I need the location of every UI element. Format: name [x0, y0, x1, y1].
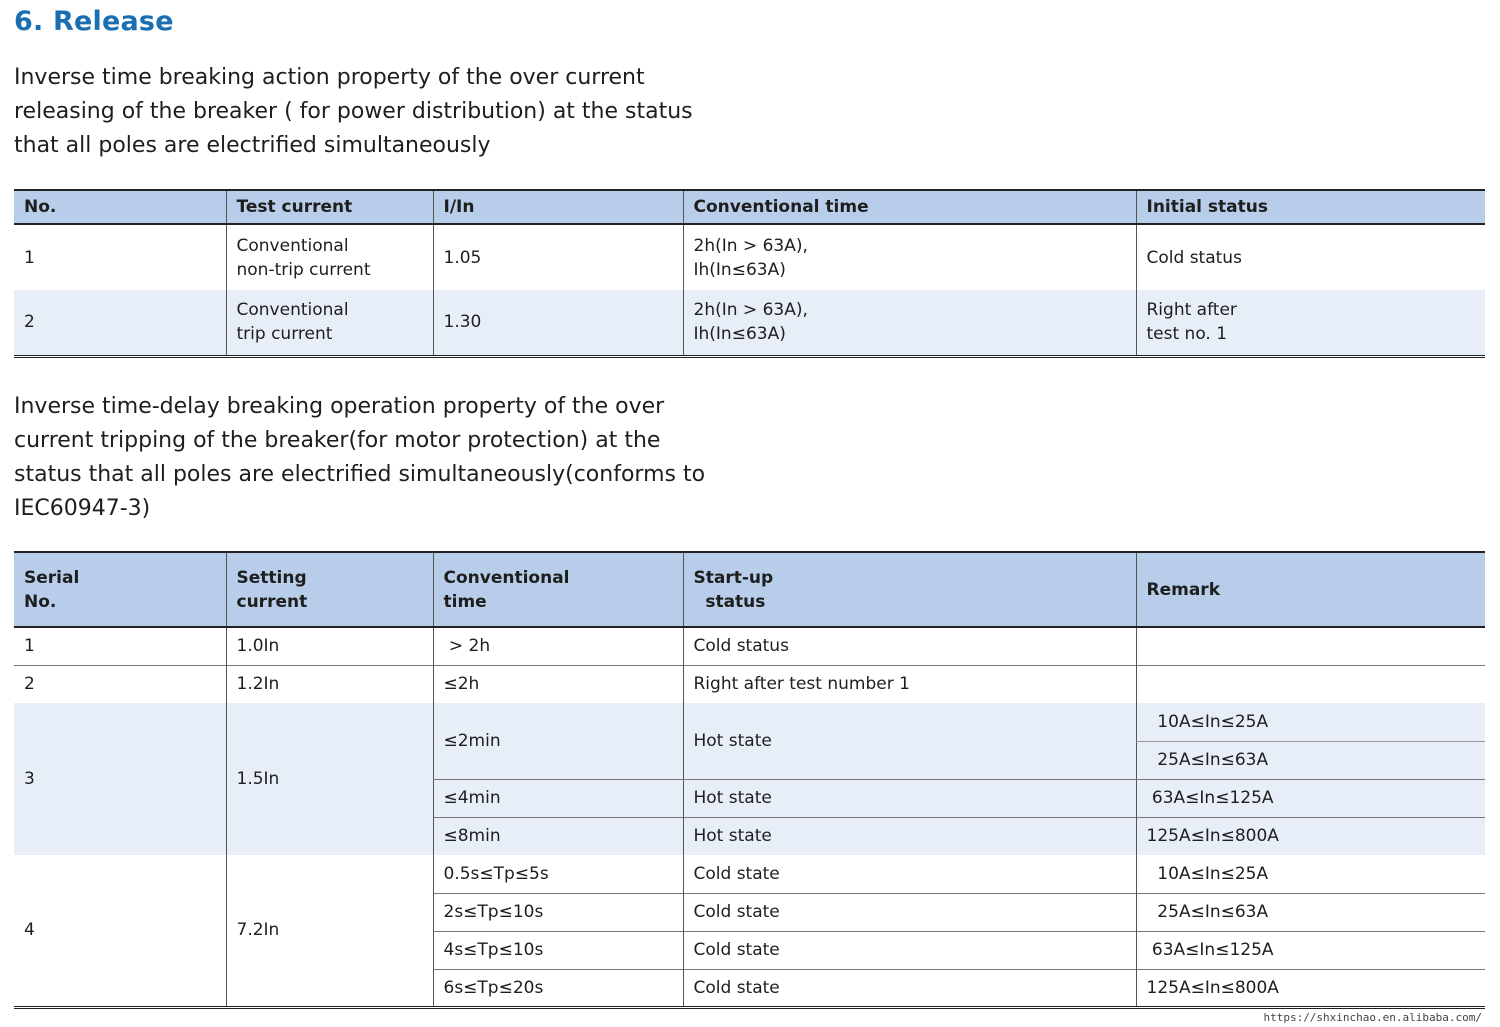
intro2-line3: status that all poles are electrified simultaneously(conforms to	[14, 462, 706, 487]
cell-start-up-status: Hot state	[683, 779, 1136, 817]
table-row	[14, 703, 1485, 741]
cell-conventional-time: ≤4min	[433, 779, 683, 817]
cell-conventional-time: > 2h	[433, 627, 683, 665]
cell-start-up-status: Cold status	[683, 627, 1136, 665]
cell-serial-no: 2	[24, 674, 35, 695]
section-title: 6. Release	[14, 6, 174, 37]
intro2-line1: Inverse time-delay breaking operation property of the over	[14, 394, 665, 419]
table-row	[14, 665, 1485, 703]
cell-serial-no: 4	[24, 920, 35, 941]
cell-conventional-time: 4s≤Tp≤10s	[433, 931, 683, 969]
cell-start-up-status: Cold state	[683, 855, 1136, 893]
table-header-row	[14, 552, 1485, 627]
header-conventional-time: Conventional time	[683, 190, 1136, 224]
cell-conventional-time: ≤8min	[433, 817, 683, 855]
cell-initial-status: Cold status	[1136, 224, 1485, 290]
header-i-in: I/In	[433, 190, 683, 224]
table-row	[14, 627, 1485, 665]
header-remark: Remark	[1136, 552, 1485, 627]
cell-setting-current: 1.5In	[226, 703, 433, 855]
cell-serial-no: 1	[24, 636, 35, 657]
header-test-current: Test current	[226, 190, 433, 224]
intro1-line1: Inverse time breaking action property of the over current	[14, 65, 645, 90]
cell-test-current: Conventional non-trip current	[226, 224, 433, 290]
header-conventional-time: Conventional time	[433, 552, 683, 627]
cell-remark: 63A≤In≤125A	[1136, 931, 1485, 969]
intro-paragraph-2	[14, 390, 714, 526]
cell-setting-current: 1.0In	[226, 627, 433, 665]
cell-i-in: 1.30	[433, 290, 683, 356]
cell-remark	[1136, 665, 1485, 703]
cell-start-up-status: Cold state	[683, 969, 1136, 1007]
cell-remark: 125A≤In≤800A	[1136, 817, 1485, 855]
intro-paragraph-1	[14, 61, 714, 163]
table-row	[14, 855, 1485, 893]
table-header-row	[14, 190, 1485, 224]
cell-conventional-time: 2h(In > 63A), Ih(In≤63A)	[683, 224, 1136, 290]
cell-setting-current: 7.2In	[226, 855, 433, 1007]
intro1-line3: that all poles are electrified simultaneously	[14, 133, 491, 158]
cell-start-up-status: Hot state	[683, 817, 1136, 855]
cell-setting-current: 1.2In	[226, 665, 433, 703]
distribution-release-table	[14, 189, 1485, 358]
intro1-line2: releasing of the breaker ( for power distribution) at the status	[14, 99, 693, 124]
cell-conventional-time: ≤2min	[433, 703, 683, 779]
intro2-line2: current tripping of the breaker(for motor protection) at the	[14, 428, 661, 453]
cell-conventional-time: ≤2h	[433, 665, 683, 703]
cell-no: 2	[24, 312, 35, 333]
cell-remark	[1136, 627, 1485, 665]
header-no: No.	[14, 190, 226, 224]
cell-remark: 25A≤In≤63A	[1136, 741, 1485, 779]
cell-start-up-status: Right after test number 1	[683, 665, 1136, 703]
cell-remark: 63A≤In≤125A	[1136, 779, 1485, 817]
cell-start-up-status: Cold state	[683, 893, 1136, 931]
header-setting-current: Setting current	[226, 552, 433, 627]
cell-start-up-status: Cold state	[683, 931, 1136, 969]
cell-remark: 10A≤In≤25A	[1136, 855, 1485, 893]
cell-serial-no: 3	[24, 769, 35, 789]
table-row	[14, 224, 1485, 290]
header-start-up-status: Start-up status	[683, 552, 1136, 627]
motor-protection-table	[14, 551, 1485, 1009]
table-row	[14, 290, 1485, 356]
cell-conventional-time: 0.5s≤Tp≤5s	[433, 855, 683, 893]
cell-start-up-status: Hot state	[683, 703, 1136, 779]
cell-conventional-time: 2h(In > 63A), Ih(In≤63A)	[683, 290, 1136, 356]
cell-conventional-time: 6s≤Tp≤20s	[433, 969, 683, 1007]
cell-conventional-time: 2s≤Tp≤10s	[433, 893, 683, 931]
cell-remark: 25A≤In≤63A	[1136, 893, 1485, 931]
cell-test-current: Conventional trip current	[226, 290, 433, 356]
cell-initial-status: Right after test no. 1	[1136, 290, 1485, 356]
footer-url: https://shxinchao.en.alibaba.com/	[1263, 1011, 1482, 1024]
cell-remark: 125A≤In≤800A	[1136, 969, 1485, 1007]
header-initial-status: Initial status	[1136, 190, 1485, 224]
intro2-line4: IEC60947-3)	[14, 496, 151, 521]
cell-remark: 10A≤In≤25A	[1136, 703, 1485, 741]
cell-no: 1	[24, 247, 35, 268]
cell-i-in: 1.05	[433, 224, 683, 290]
header-serial-no: Serial No.	[14, 552, 226, 627]
